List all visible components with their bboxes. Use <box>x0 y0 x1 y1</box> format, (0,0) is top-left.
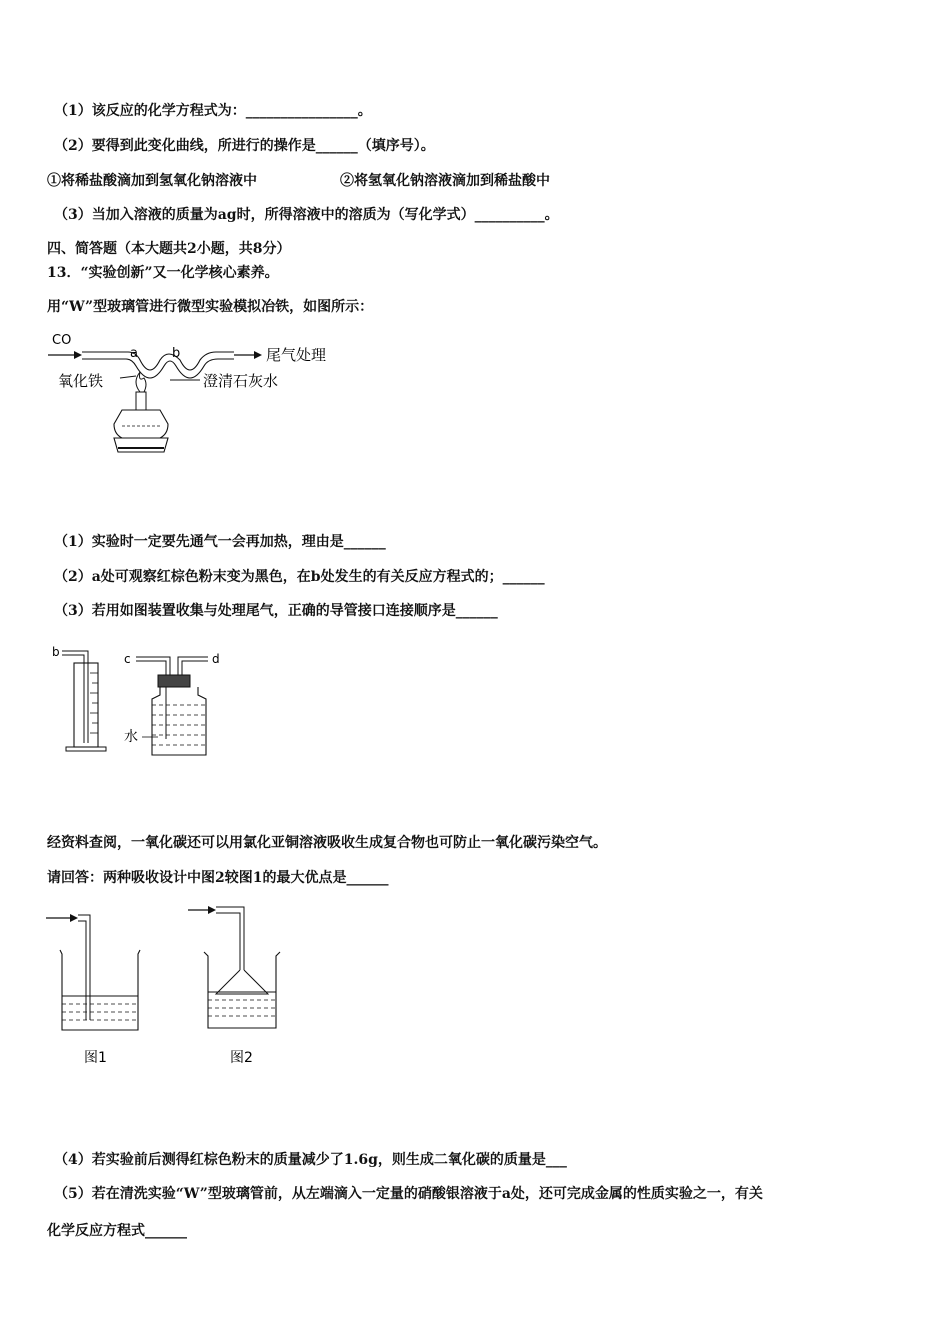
water-label: 水 <box>124 729 138 745</box>
w-tube-figure <box>40 328 360 463</box>
alcohol-lamp-icon <box>114 410 168 438</box>
lamp-base-icon <box>114 438 168 452</box>
co-label: CO <box>52 333 72 348</box>
iron-oxide-pointer-icon <box>120 376 136 378</box>
absorption-figure <box>40 900 300 1070</box>
section-heading: 四、简答题（本大题共2小题，共8分） <box>47 241 291 257</box>
port-d-label: d <box>212 652 220 666</box>
figure1-label: 图1 <box>84 1050 107 1066</box>
graduated-cylinder-icon <box>74 663 98 747</box>
q13-intro: 用“W”型玻璃管进行微型实验模拟冶铁，如图所示： <box>47 299 374 315</box>
beaker2-icon <box>204 952 280 1028</box>
q13-info: 经资料查阅，一氧化碳还可以用氯化亚铜溶液吸收生成复合物也可防止一氧化碳污染空气。 <box>47 835 607 851</box>
iron-oxide-label: 氧化铁 <box>58 372 104 390</box>
collection-figure <box>48 643 238 758</box>
q12-part3: （3）当加入溶液的质量为ag时，所得溶液中的溶质为（写化学式）__________。 <box>54 207 559 223</box>
point-b-label: b <box>172 346 181 361</box>
q12-option1: ①将稀盐酸滴加到氢氧化钠溶液中 <box>47 173 257 189</box>
w-tube-upper-icon <box>82 352 234 370</box>
q13-part5: （5）若在清洗实验“W”型玻璃管前，从左端滴入一定量的硝酸银溶液于a处，还可完成金属的性质实验之一，有关 <box>54 1186 763 1202</box>
q12-part2: （2）要得到此变化曲线，所进行的操作是______（填序号）。 <box>54 138 435 154</box>
q13-part4: （4）若实验前后测得红棕色粉末的质量减少了1.6g，则生成二氧化碳的质量是___ <box>54 1152 567 1168</box>
point-a-label: a <box>130 346 138 361</box>
tail-gas-label: 尾气处理 <box>266 346 327 364</box>
co-arrowhead-icon <box>74 351 82 359</box>
lamp-wick-icon <box>136 392 146 410</box>
q13-part3: （3）若用如图装置收集与处理尾气，正确的导管接口连接顺序是______ <box>54 603 498 619</box>
port-b-label: b <box>52 645 60 659</box>
beaker1-icon <box>60 950 140 1030</box>
figure2-label: 图2 <box>230 1050 253 1066</box>
limewater-label: 澄清石灰水 <box>203 372 279 390</box>
exhaust-arrowhead-icon <box>254 351 262 359</box>
q13-part5-cont: 化学反应方程式______ <box>47 1223 187 1239</box>
q13-part2: （2）a处可观察红棕色粉末变为黑色，在b处发生的有关反应方程式的；______ <box>54 569 545 585</box>
cylinder-tube-inner-icon <box>62 655 84 743</box>
q13-part1: （1）实验时一定要先通气一会再加热，理由是______ <box>54 534 386 550</box>
q12-part1: （1）该反应的化学方程式为：________________。 <box>54 103 372 119</box>
funnel-icon <box>216 970 268 994</box>
cylinder-base-icon <box>66 747 106 751</box>
q13-ask: 请回答：两种吸收设计中图2较图1的最大优点是______ <box>47 870 389 886</box>
port-c-label: c <box>124 652 131 666</box>
bottle-stopper-icon <box>158 675 190 687</box>
q13-title: 13．“实验创新”又一化学核心素养。 <box>47 265 279 281</box>
flame-icon <box>136 372 146 392</box>
q12-option2: ②将氢氧化钠溶液滴加到稀盐酸中 <box>340 173 550 189</box>
